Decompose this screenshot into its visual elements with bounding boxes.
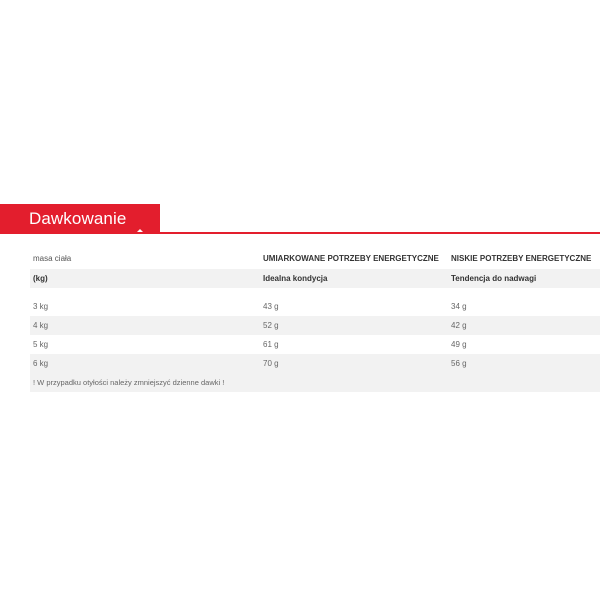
cell-moderate-dose: 70 g <box>260 354 448 373</box>
subheader-unit: (kg) <box>30 269 260 288</box>
cell-moderate-dose: 52 g <box>260 316 448 335</box>
cell-body-mass: 3 kg <box>33 302 49 311</box>
cell-body-mass: 4 kg <box>30 316 260 335</box>
header-body-mass: masa ciała <box>33 254 72 263</box>
cell-moderate-dose: 61 g <box>263 340 279 349</box>
subheader-ideal-condition: Idealna kondycja <box>260 269 448 288</box>
subheader-overweight-tendency: Tendencja do nadwagi <box>448 269 600 288</box>
cell-body-mass: 6 kg <box>30 354 260 373</box>
section-title: Dawkowanie <box>29 209 127 228</box>
table-header-row <box>30 248 600 269</box>
header-moderate-needs: UMIARKOWANE POTRZEBY ENERGETYCZNE <box>263 254 439 263</box>
header-low-needs: NISKIE POTRZEBY ENERGETYCZNE <box>451 254 592 263</box>
dosage-table <box>30 248 600 392</box>
obesity-note: ! W przypadku otyłości należy zmniejszyć dzienne dawki ! <box>30 373 600 392</box>
table-row <box>30 297 600 316</box>
table-subheader-row <box>30 269 600 288</box>
table-note-row <box>30 373 600 392</box>
cell-low-dose: 49 g <box>451 340 467 349</box>
table-row <box>30 316 600 335</box>
cell-low-dose: 42 g <box>448 316 600 335</box>
table-spacer <box>30 288 600 297</box>
cell-body-mass: 5 kg <box>33 340 49 349</box>
section-tab <box>0 204 160 233</box>
table-row <box>30 335 600 354</box>
cell-low-dose: 56 g <box>448 354 600 373</box>
cell-low-dose: 34 g <box>451 302 467 311</box>
section-divider <box>0 232 600 234</box>
cell-moderate-dose: 43 g <box>263 302 279 311</box>
table-row <box>30 354 600 373</box>
